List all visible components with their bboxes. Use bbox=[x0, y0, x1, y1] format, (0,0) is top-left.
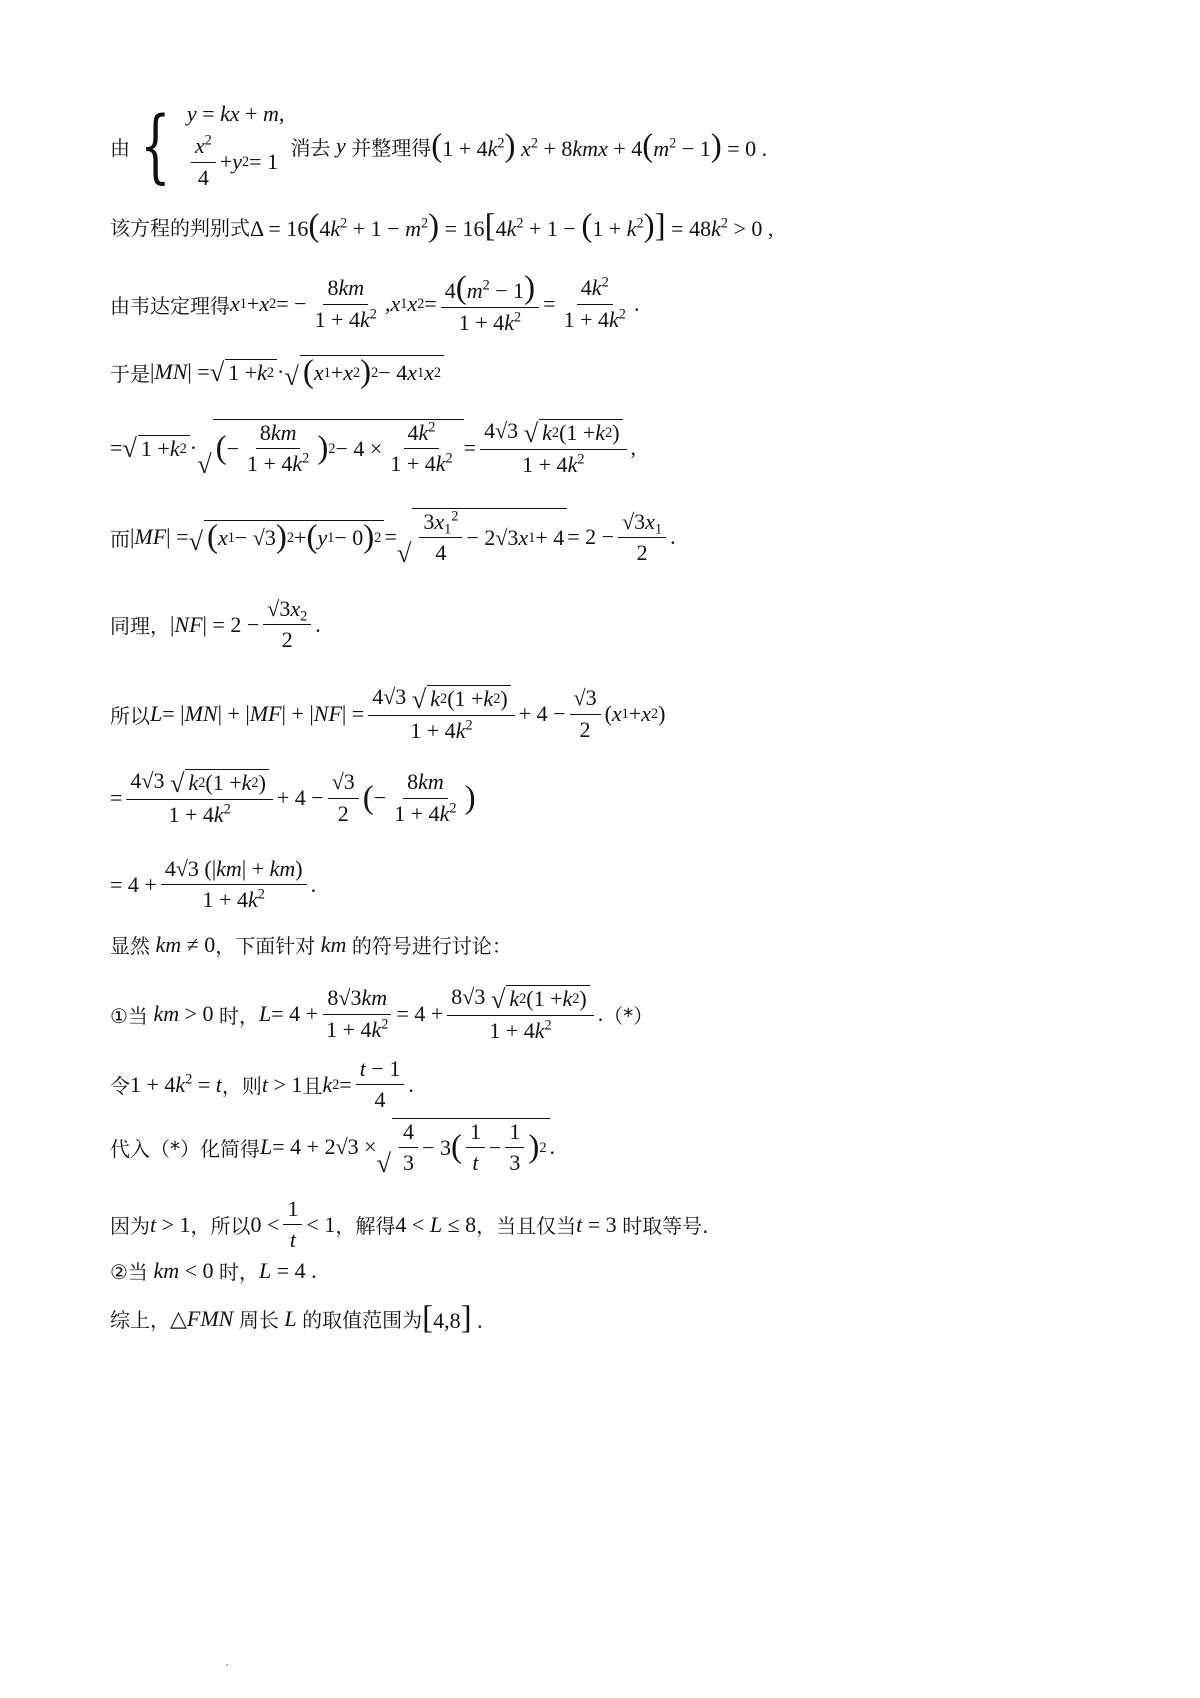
line-l-3: = 4 + $\frac{4√3 (|km| + km)}{1 + 4k^2}$ . bbox=[110, 856, 317, 913]
text-fuhao: 的符号进行讨论： bbox=[351, 934, 512, 958]
text-dang2: ②当 bbox=[110, 1260, 148, 1284]
footer-dot bbox=[226, 1664, 228, 1666]
line-conclusion: 综上， △FMN 周长 L 的取值范围为 [4,8] . bbox=[110, 1300, 483, 1336]
line-discriminant: 该方程的判别式 $\Delta = 16(4k^2 + 1 - m^2) = 16[4k^2 + 1 - (1 + k^2)] = 48k^2 > 0$ , bbox=[110, 208, 774, 244]
text-dang1: ①当 bbox=[110, 1003, 148, 1028]
text-qie: 且 bbox=[302, 1074, 323, 1099]
text-yinwei: 因为 bbox=[110, 1214, 150, 1239]
line-km: 显然 km ≠ 0 ，下面针对 km 的符号进行讨论： bbox=[110, 931, 512, 958]
text-er: 而 bbox=[110, 526, 130, 551]
text-shi-2: 时， bbox=[219, 1260, 260, 1284]
line-mn-2: = √ 1 + k 2 · √ ( − $\frac{8km}{1 + 4k^2}$ ) 2 − 4 × $\frac{4k^2}{1 + 4k^2}$ = 4√3 √ k 2 (1 + k 2 ) $1 + 4k^2$ , bbox=[110, 418, 637, 479]
text-zhouchang: 周长 bbox=[238, 1308, 279, 1332]
text-qudeng: 时取等号. bbox=[622, 1214, 709, 1239]
text-panbie: 该方程的判别式 bbox=[110, 216, 250, 240]
line-mn: 于是 | MN | = √ 1 + k 2 · √ ( x 1 + x 2 ) 2 − 4 x 1 x 2 bbox=[110, 355, 444, 389]
text-tongli: 同理， bbox=[110, 614, 170, 639]
text-you: 由 bbox=[110, 135, 130, 160]
line-case2: ②当 km < 0 时， L = 4 . bbox=[110, 1257, 317, 1284]
text-ze: ，则 bbox=[221, 1074, 262, 1099]
text-star: （*） bbox=[603, 1003, 654, 1028]
text-jiede: ，解得 bbox=[335, 1214, 396, 1239]
text-yushi: 于是 bbox=[110, 361, 150, 386]
text-xiaoqu: 消去 bbox=[290, 135, 331, 160]
line-sub-t: 令 $1 + 4k^2 = t$ ，则 t > 1 且 k 2 = $\frac{t - 1}{4}$ . bbox=[110, 1056, 414, 1113]
text-weida: 由韦达定理得 bbox=[110, 293, 230, 318]
text-zongshang: 综上， bbox=[110, 1308, 170, 1332]
text-shi: 时， bbox=[219, 1003, 260, 1028]
text-dangqie: ，当且仅当 bbox=[476, 1214, 577, 1239]
text-dairu: 代入（*）化简得 bbox=[110, 1136, 260, 1161]
equation-quadratic: $(1 + 4k^2)$ $x^2 + 8kmx + 4(m^2 - 1) = 0$ . bbox=[431, 127, 768, 164]
line-system: 由 { y = kx + m, $\frac{x^2}{4}$ + y 2 = 1 消去 y 并整理得 $(1 + 4k^2)$ $x^2 + 8kmx + 4(m^2 - 1) = 0$ . bbox=[110, 99, 768, 192]
text-ling: 令 bbox=[110, 1074, 130, 1099]
line-l: 所以 L = | MN | + | MF | + | NF | = 4√3 √ k 2 (1 + k 2 ) $1 + 4k^2$ + 4 − $\frac{√3}{2}$ ( x 1 + x 2 ) bbox=[110, 684, 666, 743]
equation-system: y = kx + m, $\frac{x^2}{4}$ + y 2 = 1 bbox=[186, 101, 285, 190]
text-bingzhengli: 并整理得 bbox=[351, 135, 432, 160]
line-range: 因为 t > 1 ，所以 0 < $\frac{1}{t}$ < 1 ，解得 4 < L ≤ 8 ，当且仅当 t = 3 时取等号. bbox=[110, 1196, 709, 1253]
line-case1: ①当 km > 0 时， L = 4 + $\frac{8√3km}{1 + 4k^2}$ = 4 + 8√3 √ k 2 (1 + k 2 ) $1 + 4k^2$ . （*） bbox=[110, 984, 654, 1043]
text-quzhi: 的取值范围为 bbox=[302, 1308, 423, 1332]
text-suoyi: 所以 bbox=[110, 703, 150, 728]
line-l-2: = 4√3 √ k 2 (1 + k 2 ) $1 + 4k^2$ + 4 − $\frac{√3}{2}$ ( − $\frac{8km}{1 + 4k^2}$ ) bbox=[110, 768, 476, 827]
line-nf: 同理， | NF | = 2 − $\frac{√3x_2}{2}$ . bbox=[110, 596, 321, 653]
line-vieta: 由韦达定理得 x 1 + x 2 = − $\frac{8km}{1 + 4k^2}$ , x 1 x 2 = $\frac{4(m^2 - 1)}{1 + 4k^2}$ = $\frac{4k^2}{1 + 4k^2}$ . bbox=[110, 270, 640, 335]
line-mf: 而 | MF | = √ ( x 1 − √3 ) 2 + ( y 1 − 0 ) 2 = √ $\frac{3x_1^2}{4}$ − 2√3 x 1 + 4 = 2 − $\frac{√3x_1}{2}$ . bbox=[110, 508, 676, 569]
text-xianran: 显然 bbox=[110, 934, 150, 958]
text-suoyi2: ，所以 bbox=[190, 1214, 251, 1239]
brace: { bbox=[140, 99, 171, 192]
line-simplify: 代入（*）化简得 L = 4 + 2√3 × √ $\frac{4}{3}$ − 3 ( $\frac{1}{t}$ − $\frac{1}{3}$ ) 2 . bbox=[110, 1119, 556, 1179]
text-xiamian: ，下面针对 bbox=[215, 934, 316, 958]
